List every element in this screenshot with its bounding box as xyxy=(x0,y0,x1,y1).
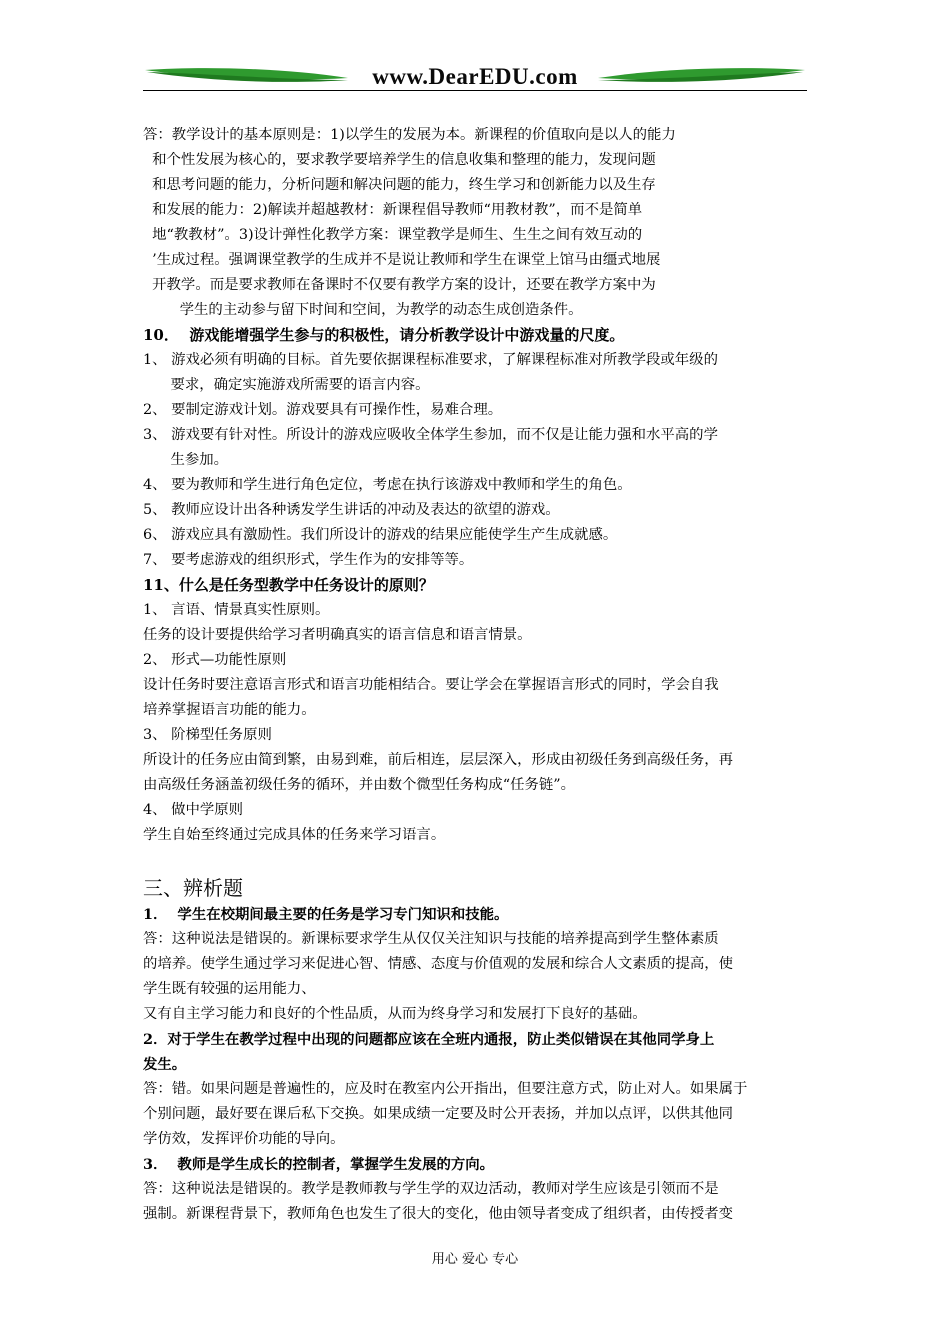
text-line: 学生的主动参与留下时间和空间，为教学的动态生成创造条件。 xyxy=(143,302,583,318)
text-line: 和个性发展为核心的，要求教学要培养学生的信息收集和整理的能力，发现问题 xyxy=(143,152,656,168)
text-line: 任务的设计要提供给学习者明确真实的语言信息和语言情景。 xyxy=(143,627,532,643)
site-logo[interactable]: www.DearEDU.com xyxy=(372,64,578,89)
question-heading: 1． 学生在校期间最主要的任务是学习专门知识和技能。 xyxy=(143,906,509,923)
text-line: 培养掌握语言功能的能力。 xyxy=(143,702,316,718)
question-heading: 10． 游戏能增强学生参与的积极性，请分析教学设计中游戏量的尺度。 xyxy=(143,326,625,344)
text-line: 和思考问题的能力，分析问题和解决问题的能力，终生学习和创新能力以及生存 xyxy=(143,177,656,193)
text-line: 答：错。如果问题是普遍性的，应及时在教室内公开指出，但要注意方式，防止对人。如果属于 xyxy=(143,1081,748,1097)
question-heading: 3． 教师是学生成长的控制者，掌握学生发展的方向。 xyxy=(143,1156,495,1173)
list-item: 3、 阶梯型任务原则 xyxy=(143,727,272,743)
text-line: 的培养。使学生通过学习来促进心智、情感、态度与价值观的发展和综合人文素质的提高，使 xyxy=(143,956,734,972)
text-line: 又有自主学习能力和良好的个性品质，从而为终身学习和发展打下良好的基础。 xyxy=(143,1006,647,1022)
page-footer: 用心 爱心 专心 xyxy=(431,1252,519,1267)
text-line: 生参加。 xyxy=(143,452,229,468)
list-item: 4、 要为教师和学生进行角色定位，考虑在执行该游戏中教师和学生的角色。 xyxy=(143,477,632,493)
text-line: ’生成过程。强调课堂教学的生成并不是说让教师和学生在课堂上馆马由缰式地展 xyxy=(143,252,661,268)
question-heading: 2．对于学生在教学过程中出现的问题都应该在全班内通报，防止类似错误在其他同学身上 xyxy=(143,1031,715,1048)
document-body xyxy=(143,123,811,1227)
list-item: 5、 教师应设计出各种诱发学生讲话的冲动及表达的欲望的游戏。 xyxy=(143,502,560,518)
list-item: 2、 形式—功能性原则 xyxy=(143,652,287,668)
text-line: 设计任务时要注意语言形式和语言功能相结合。要让学会在掌握语言形式的同时，学会自我 xyxy=(143,677,719,693)
text-line: 要求，确定实施游戏所需要的语言内容。 xyxy=(143,377,430,393)
text-line: 所设计的任务应由简到繁，由易到难，前后相连，层层深入，形成由初级任务到高级任务，再 xyxy=(143,752,734,768)
list-item: 1、 言语、情景真实性原则。 xyxy=(143,602,330,618)
text-line: 由高级任务涵盖初级任务的循环，并由数个微型任务构成“任务链”。 xyxy=(143,777,576,793)
text-line: 答：这种说法是错误的。新课标要求学生从仅仅关注知识与技能的培养提高到学生整体素质 xyxy=(143,931,719,947)
list-item: 6、 游戏应具有激励性。我们所设计的游戏的结果应能使学生产生成就感。 xyxy=(143,527,618,543)
list-item: 4、 做中学原则 xyxy=(143,802,244,818)
list-item: 3、 游戏要有针对性。所设计的游戏应吸收全体学生参加，而不仅是让能力强和水平高的学 xyxy=(143,427,718,443)
text-line: 地“教教材”。3)设计弹性化教学方案：课堂教学是师生、生生之间有效互动的 xyxy=(143,227,643,243)
header-rule xyxy=(143,90,807,91)
list-item: 2、 要制定游戏计划。游戏要具有可操作性，易难合理。 xyxy=(143,402,503,418)
text-line: 学生自始至终通过完成具体的任务来学习语言。 xyxy=(143,827,446,843)
text-line: 和发展的能力：2)解读并超越教材：新课程倡导教师“用教材教”，而不是简单 xyxy=(143,202,643,218)
text-line: 开教学。而是要求教师在备课时不仅要有教学方案的设计，还要在教学方案中为 xyxy=(143,277,656,293)
text-line: 答：教学设计的基本原则是：1)以学生的发展为本。新课程的价值取向是以人的能力 xyxy=(143,127,676,143)
blank-line xyxy=(143,848,811,868)
question-heading: 11、什么是任务型教学中任务设计的原则？ xyxy=(143,576,434,594)
text-line: 学仿效，发挥评价功能的导向。 xyxy=(143,1131,345,1147)
section-heading: 三、辨析题 xyxy=(143,876,243,900)
question-heading: 发生。 xyxy=(143,1056,187,1073)
text-line: 答：这种说法是错误的。教学是教师教与学生学的双边活动，教师对学生应该是引领而不是 xyxy=(143,1181,719,1197)
text-line: 强制。新课程背景下，教师角色也发生了很大的变化，他由领导者变成了组织者，由传授者变 xyxy=(143,1206,734,1222)
text-line: 个别问题，最好要在课后私下交换。如果成绩一定要及时公开表扬，并加以点评，以供其他同 xyxy=(143,1106,734,1122)
list-item: 7、 要考虑游戏的组织形式，学生作为的安排等等。 xyxy=(143,552,474,568)
text-line: 学生既有较强的运用能力、 xyxy=(143,981,316,997)
list-item: 1、 游戏必须有明确的目标。首先要依据课程标准要求，了解课程标准对所教学段或年级的 xyxy=(143,352,718,368)
